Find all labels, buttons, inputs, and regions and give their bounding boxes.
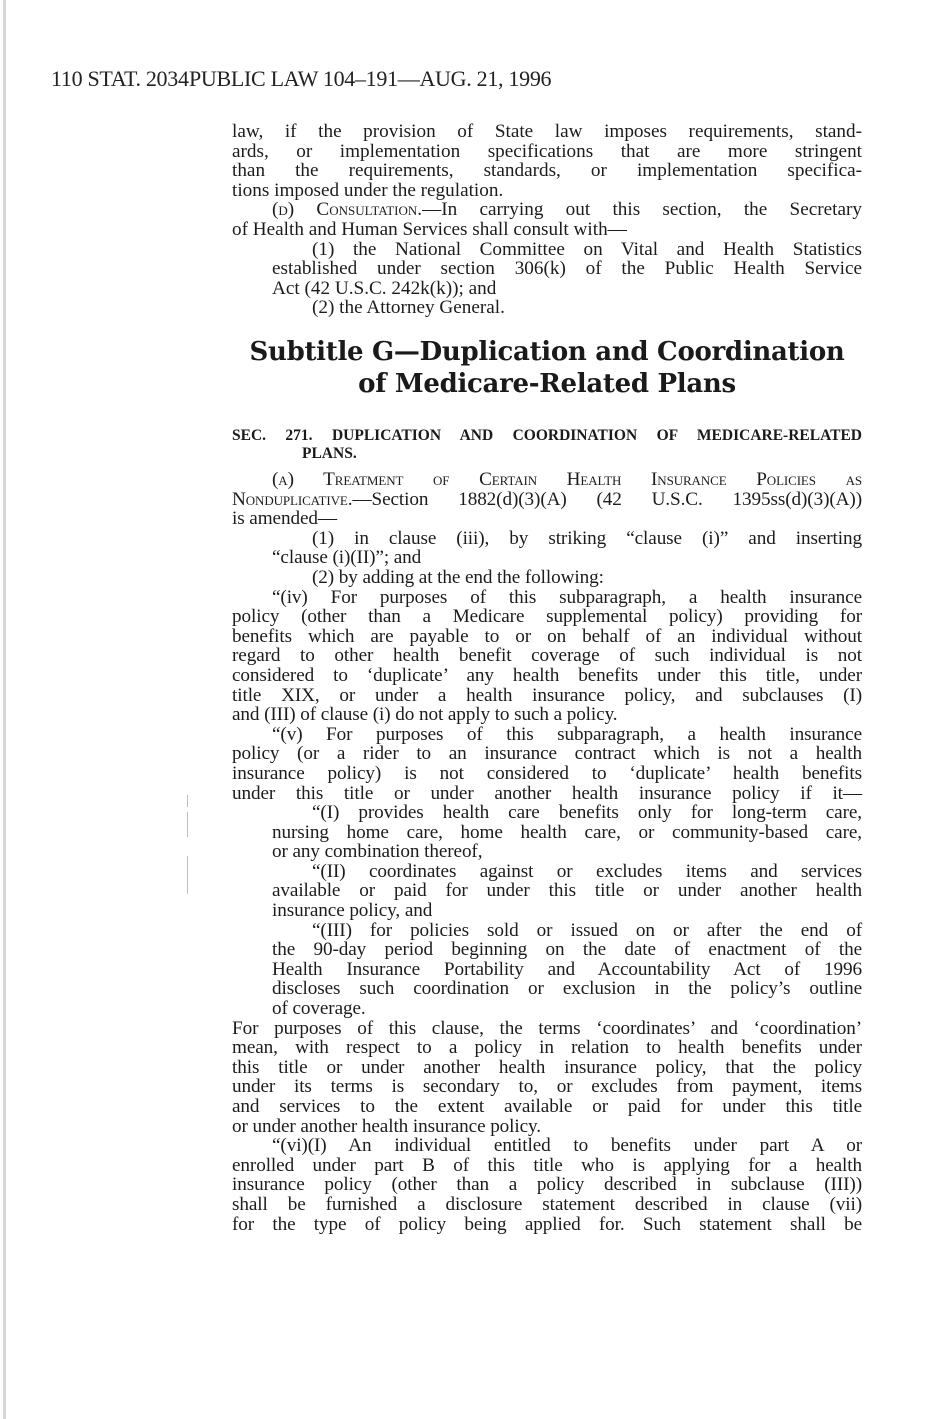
text-line: under its terms is secondary to, or excludes from payment, items	[232, 1076, 862, 1098]
text-line	[232, 490, 862, 510]
text-line: of coverage.	[272, 998, 366, 1020]
scan-artifact-mark	[187, 812, 188, 837]
text-line: —In carrying out this section, the Secretary	[422, 199, 862, 221]
text-line: or any combination thereof,	[272, 841, 483, 863]
text-line: this title or under another health insurance policy, that the policy	[232, 1056, 862, 1078]
text-line: established under section 306(k) of the Public Health Service	[272, 258, 862, 280]
text-line: benefits which are payable to or on behalf of an individual without	[232, 625, 862, 647]
section-body	[232, 470, 862, 1234]
text-line: “(v) For purposes of this subparagraph, a health insurance	[272, 723, 862, 745]
text-line: and services to the extent available or paid for under this title	[232, 1096, 862, 1117]
text-line: “clause (i)(II)”; and	[272, 547, 422, 569]
subsection-a-heading: Nonduplicative.	[232, 488, 353, 510]
text-line: insurance policy, and	[272, 900, 433, 922]
section-heading	[232, 427, 862, 463]
text-line: ards, or implementation specifications that are more stringent	[232, 140, 862, 162]
subtitle-line: Subtitle G—Duplication and Coordination	[249, 337, 845, 367]
text-line: shall be furnished a disclosure statement described in clause (vii)	[232, 1193, 862, 1215]
law-title: PUBLIC LAW 104–191—AUG. 21, 1996	[189, 66, 552, 91]
text-line: policy (or a rider to an insurance contract which is not a health	[232, 743, 862, 765]
text-line: title XIX, or under a health insurance policy, and subclauses (I)	[232, 684, 862, 706]
subtitle-line: of Medicare-Related Plans	[358, 369, 736, 399]
text-line: of Health and Human Services shall consult with—	[232, 218, 627, 240]
scan-edge-rule	[3, 0, 6, 1419]
stat-citation: 110 STAT. 2034	[51, 66, 189, 91]
text-line: “(III) for policies sold or issued on or after the end of	[312, 919, 862, 941]
text-line: Health Insurance Portability and Accountability Act of 1996	[272, 958, 862, 980]
text-line: “(I) provides health care benefits only for long-term care,	[312, 802, 862, 824]
text-line: law, if the provision of State law imposes requirements, stand-	[232, 121, 862, 142]
subsection-a-heading: (a) Treatment of Certain Health Insurance Policies as	[272, 469, 862, 490]
text-line: Act (42 U.S.C. 242k(k)); and	[272, 277, 497, 299]
text-line: available or paid for under this title or under another health	[272, 880, 862, 902]
scan-artifact-mark	[187, 795, 188, 807]
text-line: or under another health insurance policy.	[232, 1115, 541, 1137]
text-line: “(vi)(I) An individual entitled to benefits under part A or	[272, 1135, 862, 1157]
text-line: (2) by adding at the end the following:	[312, 566, 604, 588]
text-line: is amended—	[232, 508, 337, 530]
text-line: insurance policy (other than a policy described in subclause (III))	[232, 1174, 862, 1196]
text-line: policy (other than a Medicare supplemental policy) providing for	[232, 606, 862, 628]
text-line: than the requirements, standards, or implementation specifica-	[232, 160, 862, 182]
subtitle-heading	[232, 336, 862, 400]
consultation-paragraph	[232, 200, 862, 220]
text-line: discloses such coordination or exclusion in the policy’s outline	[272, 978, 862, 1000]
text-line: (1) in clause (iii), by striking “clause (i)” and inserting	[312, 527, 862, 549]
consultation-label: (d) Consultation.	[272, 199, 423, 221]
text-line: “(II) coordinates against or excludes items and services	[312, 860, 862, 882]
text-line: “(iv) For purposes of this subparagraph, a health insurance	[272, 586, 862, 608]
text-line: —Section 1882(d)(3)(A) (42 U.S.C. 1395ss(d)(3)(A))	[352, 488, 862, 510]
text-line: nursing home care, home health care, or community-based care,	[272, 821, 862, 843]
scan-artifact-mark	[187, 856, 188, 894]
text-line: considered to ‘duplicate’ any health benefits under this title, under	[232, 664, 862, 686]
text-line: mean, with respect to a policy in relation to health benefits under	[232, 1037, 862, 1059]
top-text-block	[232, 122, 862, 318]
section-heading-line: SEC. 271. DUPLICATION AND COORDINATION OF MEDICARE-RELATED	[232, 427, 862, 444]
text-line: (2) the Attorney General.	[312, 297, 505, 319]
text-line: for the type of policy being applied for. Such statement shall be	[232, 1213, 862, 1235]
text-line: (1) the National Committee on Vital and Health Statistics	[312, 238, 862, 260]
text-line: insurance policy) is not considered to ‘duplicate’ health benefits	[232, 762, 862, 784]
text-line: and (III) of clause (i) do not apply to such a policy.	[232, 704, 618, 726]
text-line: the 90-day period beginning on the date of enactment of the	[272, 939, 862, 961]
text-line: regard to other health benefit coverage of such individual is not	[232, 645, 862, 667]
text-line: tions imposed under the regulation.	[232, 179, 504, 201]
text-line: For purposes of this clause, the terms ‘coordinates’ and ‘coordination’	[232, 1017, 862, 1039]
text-line: under this title or under another health insurance policy if it—	[232, 782, 862, 804]
text-line: enrolled under part B of this title who is applying for a health	[232, 1154, 862, 1176]
section-heading-line: PLANS.	[302, 445, 357, 462]
